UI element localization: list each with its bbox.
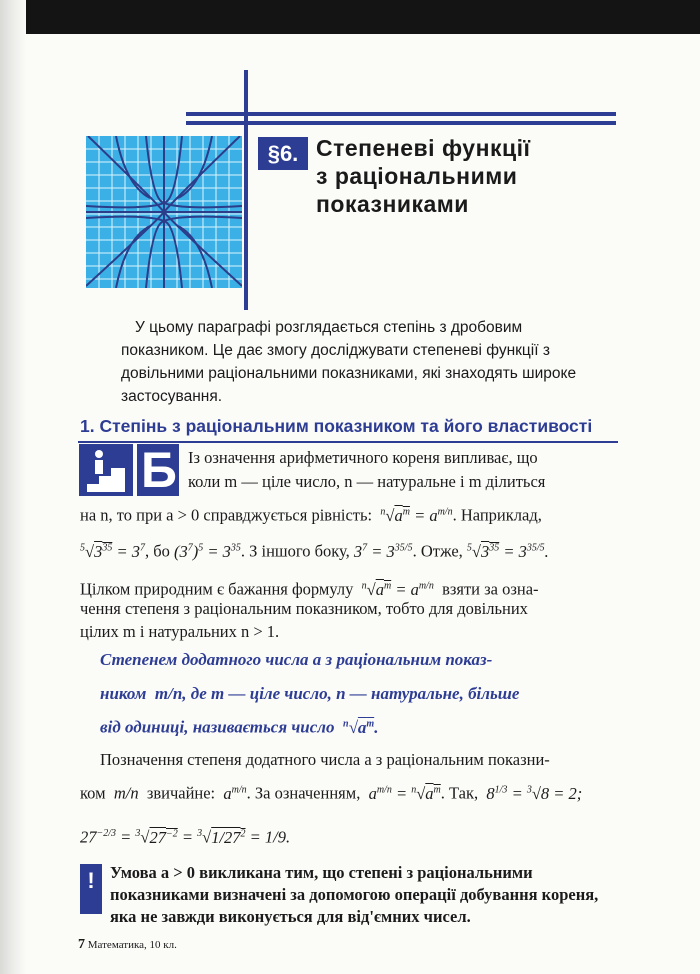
header-rule-top [186, 112, 616, 116]
page-spine-shadow [0, 0, 26, 974]
header-rule-bottom [186, 121, 616, 125]
section-title [316, 134, 530, 218]
para1-text: . З іншого боку, [240, 541, 350, 561]
intro-paragraph: У цьому параграфі розглядається степінь з дробовим показником. Це дає змогу досліджувати степеневі функції з довільними раціональними показниками, які знаходять широке застосування. [121, 319, 577, 405]
section-number-badge: §6. [258, 137, 308, 170]
para3-line [80, 778, 582, 806]
fraction-m-over-n: m/n [109, 783, 143, 803]
subsection-heading: 1. Степінь з раціональним показником та його властивості [80, 416, 593, 436]
footer-text: Математика, 10 кл. [87, 939, 177, 951]
definition-text: ником [100, 684, 147, 703]
note-paragraph: Умова a > 0 викликана тим, що степені з раціональними показниками визначені за допомогою операції добування кореня, яка не завжди виконується для від'ємних чисел. [110, 863, 599, 926]
definition-line: Степенем додатного числа a з раціональним показ- [100, 650, 493, 669]
para1-text: . Отже, [412, 541, 463, 561]
section-title-line: Степеневі функції [316, 135, 531, 161]
para1-line: Із означення арифметичного кореня випливає, що [188, 448, 538, 467]
page-number: 7 [78, 937, 85, 952]
formula-root-identity: $^n√a^m = a^{m/n}$ [380, 505, 453, 525]
formula-definition: $a^{m/n} = ^n√a^m$ [364, 783, 441, 803]
para1-text: . Наприклад, [452, 505, 542, 525]
formula-example-3: $3^7 = 3^{35/5}$ [353, 541, 413, 561]
fraction-m-over-n: m/n [150, 684, 183, 703]
para3-text: ком [80, 783, 106, 803]
para2-line: чення степеня з раціональним показником, тобто для довільних [80, 599, 528, 618]
section-title-line: з раціональними [316, 163, 518, 189]
definition-line [100, 712, 378, 740]
page-footer [78, 937, 177, 953]
definition-text: , де m — ціле число, n — натуральне, більше [182, 684, 520, 703]
formula-root-identity-2: $^n√a^m = a^{m/n}$ [361, 579, 434, 599]
formula-example-1: $^5√3^{35} = 3^7$ [80, 541, 145, 561]
basic-level-icon [79, 444, 179, 496]
definition-line [100, 682, 519, 706]
definition-text: від одиниці, називається число [100, 717, 335, 737]
formula-example-2: $(3^7)^5 = 3^{35}$ [173, 541, 241, 561]
para1-line: коли m — ціле число, n — натуральне і m ділиться [188, 472, 546, 491]
para1-text: на n, то при a > 0 справджується рівність: [80, 505, 373, 525]
para1-line [80, 500, 542, 528]
para1-line [80, 536, 549, 564]
formula-example-negative-exponent: $27^{-2/3} = ^3√27^{-2} = ^3√1/27^2 = 1/9$. [80, 827, 291, 847]
section-title-line: показниками [316, 191, 469, 217]
para2-text: взяти за озна- [442, 579, 539, 599]
formula-notation: $a^{m/n}$ [219, 783, 247, 803]
header-rule-vertical [244, 70, 248, 310]
exclamation-icon: ! [80, 864, 102, 914]
para3-line: Позначення степеня додатного числа a з раціональним показни- [100, 750, 550, 769]
badge-letter: Б [141, 442, 177, 498]
para2-text: Цілком природним є бажання формулу [80, 579, 354, 599]
formula-root: $^n√a^m$. [343, 717, 379, 737]
para2-line: цілих m і натуральних n > 1. [80, 622, 280, 641]
power-function-graphs-illustration [86, 136, 242, 288]
para1-text: , бо [144, 541, 170, 561]
formula-example-4: $^5√3^{35} = 3^{35/5}$. [466, 541, 549, 561]
formula-example-cube-root: $8^{1/3} = ^3√8 = 2$; [482, 783, 583, 803]
top-dark-edge [0, 0, 700, 34]
para3-text: . Так, [440, 783, 479, 803]
para3-text: . За означенням, [246, 783, 361, 803]
para3-text: звичайне: [146, 783, 216, 803]
